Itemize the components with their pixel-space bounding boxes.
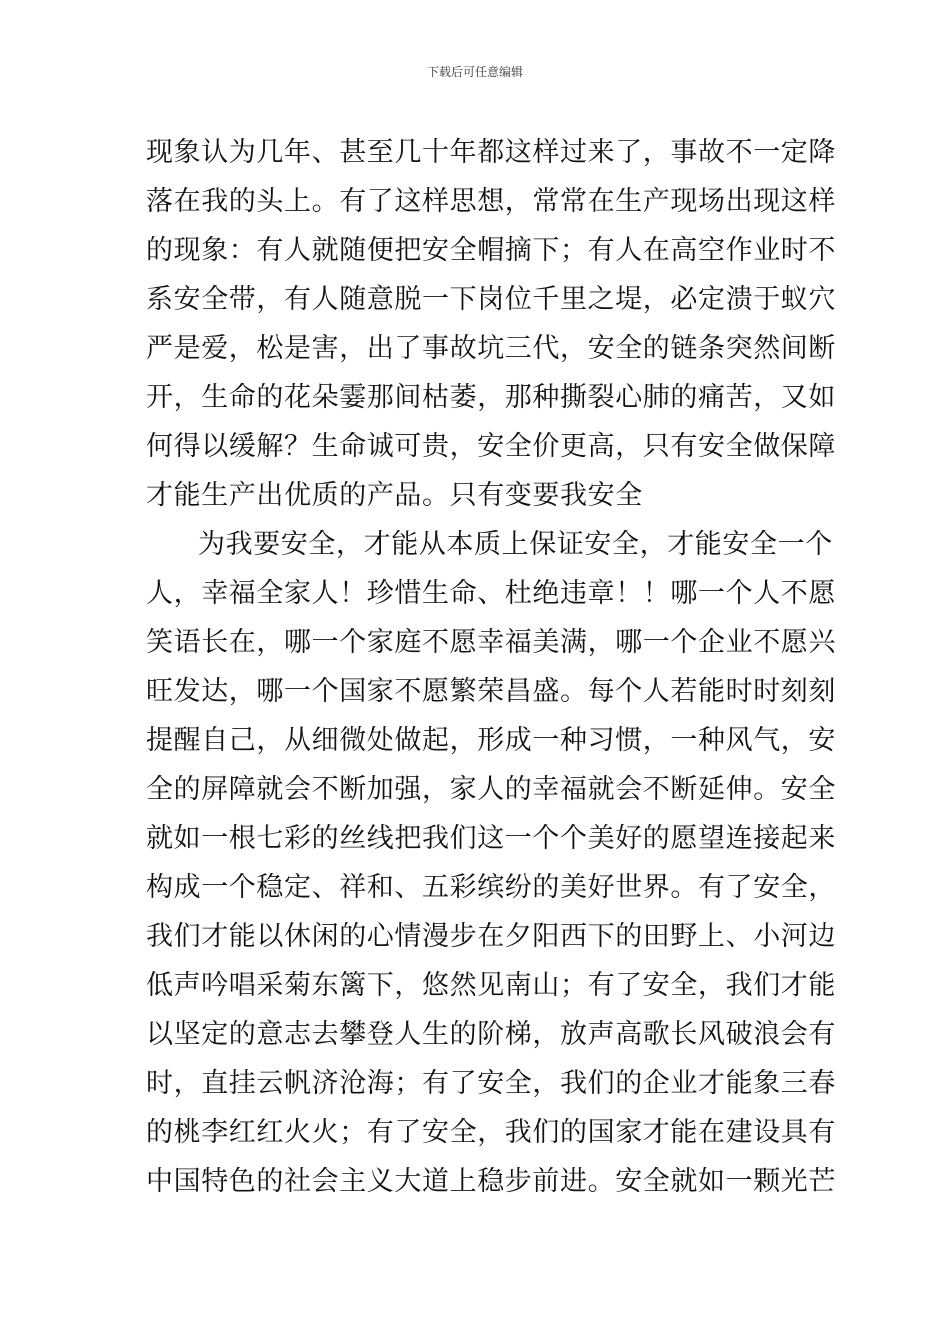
text-line: 低声吟唱采菊东篱下，悠然见南山；有了安全，我们才能 [146,970,836,1001]
text-line: 才能生产出优质的产品。只有变要我安全 [146,480,643,511]
text-line: 全的屏障就会不断加强，家人的幸福就会不断延伸。安全 [146,774,836,805]
text-line: 的现象：有人就随便把安全帽摘下；有人在高空作业时不 [146,235,836,266]
text-line: 时，直挂云帆济沧海；有了安全，我们的企业才能象三春 [146,1068,836,1099]
text-line: 严是爱，松是害，出了事故坑三代，安全的链条突然间断 [146,333,836,364]
text-line: 现象认为几年、甚至几十年都这样过来了，事故不一定降 [146,137,836,168]
paragraph-first-line: 为我要安全，才能从本质上保证安全，才能安全一个 [198,529,833,560]
text-line: 以坚定的意志去攀登人生的阶梯，放声高歌长风破浪会有 [146,1019,836,1050]
text-line: 系安全带，有人随意脱一下岗位千里之堤，必定溃于蚁穴 [146,284,836,315]
text-line: 中国特色的社会主义大道上稳步前进。安全就如一颗光芒 [146,1166,836,1197]
text-line: 就如一根七彩的丝线把我们这一个个美好的愿望连接起来 [146,823,836,854]
text-line: 落在我的头上。有了这样思想，常常在生产现场出现这样 [146,186,836,217]
text-line: 何得以缓解？生命诚可贵，安全价更高，只有安全做保障 [146,431,836,462]
body-text [146,128,836,1206]
text-line: 提醒自己，从细微处做起，形成一种习惯，一种风气，安 [146,725,836,756]
text-line: 的桃李红红火火；有了安全，我们的国家才能在建设具有 [146,1117,836,1148]
text-line: 构成一个稳定、祥和、五彩缤纷的美好世界。有了安全， [146,872,836,903]
text-line: 开，生命的花朵霎那间枯萎，那种撕裂心肺的痛苦，又如 [146,382,836,413]
text-line: 我们才能以休闲的心情漫步在夕阳西下的田野上、小河边 [146,921,836,952]
text-line: 笑语长在，哪一个家庭不愿幸福美满，哪一个企业不愿兴 [146,627,836,658]
page-header-note: 下载后可任意编辑 [426,65,523,79]
text-line: 人，幸福全家人！珍惜生命、杜绝违章！！哪一个人不愿 [146,578,836,609]
text-line: 旺发达，哪一个国家不愿繁荣昌盛。每个人若能时时刻刻 [146,676,836,707]
